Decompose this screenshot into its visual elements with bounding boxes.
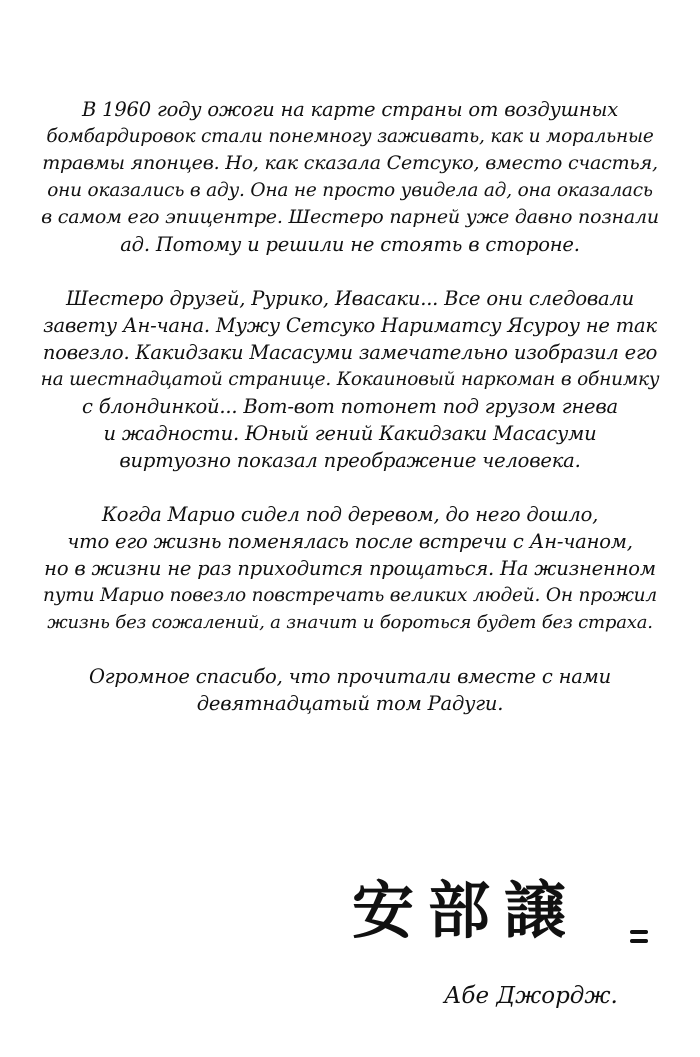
text-line: они оказались в аду. Она не просто увидела ад, она оказалась (47, 180, 653, 201)
text-line: девятнадцатый том Радуги. (196, 692, 504, 715)
text-line: Огромное спасибо, что прочитали вместе с нами (88, 665, 612, 688)
text-line: завету Ан-чана. Мужу Сетсуко Нариматсу Ясуроу не так (43, 314, 657, 337)
afterword-text (40, 96, 660, 744)
text-line: жизнь без сожалений, а значит и бороться будет без страха. (47, 612, 653, 633)
text-line: травмы японцев. Но, как сказала Сетсуко, вместо счастья, (42, 152, 658, 174)
text-line: Шестеро друзей, Рурико, Ивасаки... Все они следовали (65, 287, 635, 310)
signature-block (352, 870, 662, 1030)
author-name: Абе Джордж. (444, 983, 618, 1009)
paragraph-3 (40, 501, 660, 636)
author-kanji-signature: 安部譲 (352, 874, 581, 947)
text-line: В 1960 году ожоги на карте страны от воздушных (82, 98, 618, 121)
text-line: пути Марио повезло повстречать великих людей. Он прожил (43, 585, 657, 606)
paragraph-4 (40, 663, 660, 717)
text-line: но в жизни не раз приходится прощаться. На жизненном (44, 557, 656, 580)
equals-mark (630, 930, 648, 944)
text-line: на шестнадцатой странице. Кокаиновый наркоман в обнимку (40, 369, 660, 390)
text-line: с блондинкой... Вот-вот потонет под грузом гнева (82, 395, 618, 418)
text-line: Когда Марио сидел под деревом, до него дошло, (101, 503, 599, 526)
text-line: и жадности. Юный гений Какидзаки Масасуми (103, 422, 597, 445)
text-line: что его жизнь поменялась после встречи с Ан-чаном, (67, 530, 633, 553)
text-line: повезло. Какидзаки Масасуми замечательно изобразил его (42, 341, 658, 364)
paragraph-1 (40, 96, 660, 258)
text-line: в самом его эпицентре. Шестеро парней уже давно познали (41, 206, 659, 228)
text-line: бомбардировок стали понемногу заживать, как и моральные (46, 126, 654, 147)
paragraph-2 (40, 285, 660, 474)
text-line: виртуозно показал преображение человека. (119, 449, 581, 472)
text-line: ад. Потому и решили не стоять в стороне. (120, 233, 580, 256)
